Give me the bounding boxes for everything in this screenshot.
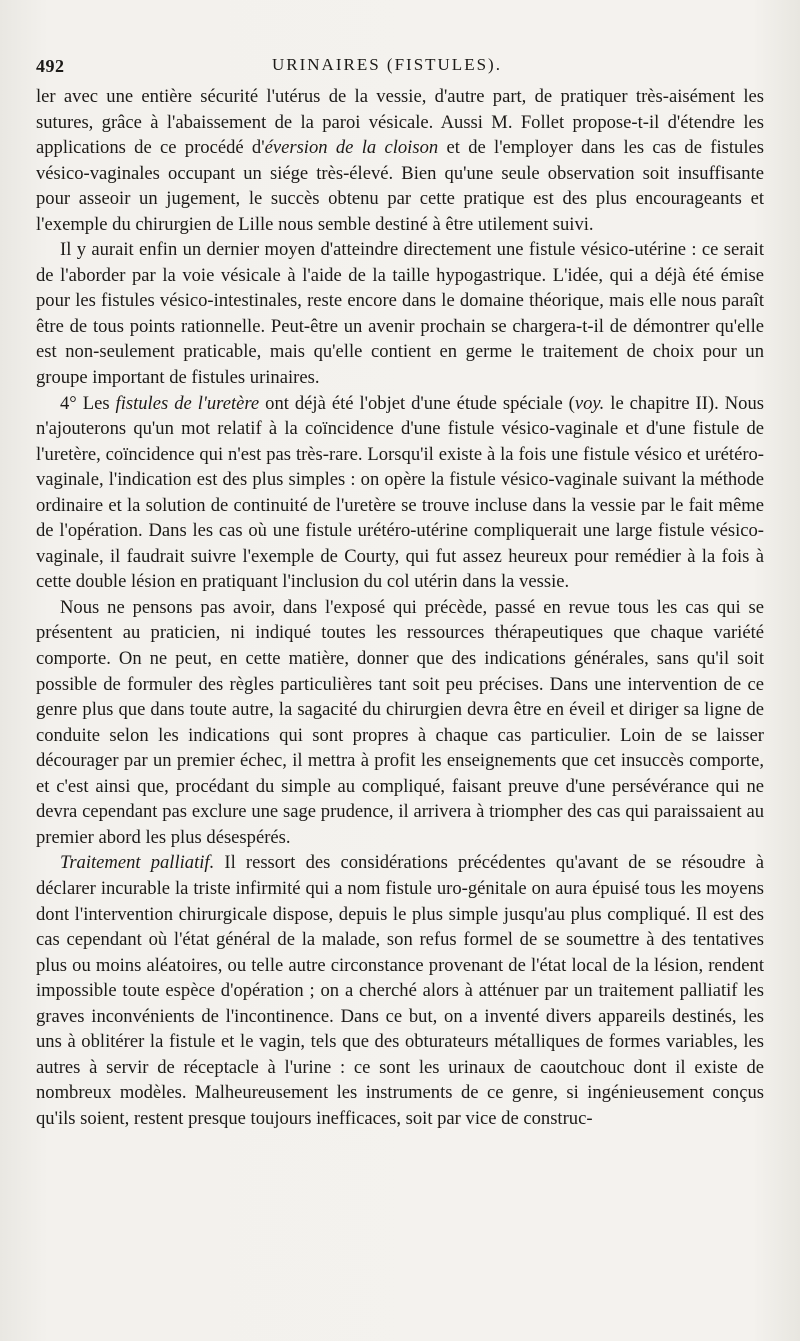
paragraph-3-lead: 4° Les (60, 392, 116, 414)
paragraph-5-text: Il ressort des considérations précédentes qu'avant de se résoudre à déclarer incurable la triste infirmité qui a nom fistule uro-génitale on aura épuisé tous les moyens dont l'intervention chirurgicale dispose, depuis le plus simple jusqu'au plus compliqué. Il est des cas cependant où l'état général de la malade, son refus formel de se soumettre à des tentatives plus ou moins aléatoires, ou telle autre circonstance provenant de l'état local de la lésion, rendent impossible toute espèce d'opération ; on a cherché alors à atténuer par un traitement palliatif les graves inconvénients de l'incontinence. Dans ce but, on a inventé divers appareils destinés, les uns à oblitérer la fistule et le vagin, tels que des obturateurs métalliques de formes variables, les autres à servir de réceptacle à l'urine : ce sont les urinaux de caoutchouc dont il existe de nombreux modèles. Malheureusement les instruments de ce genre, si ingénieusement conçus qu'ils soient, restent presque toujours inefficaces, soit par vice de construc- (36, 852, 764, 1129)
paragraph-5 (36, 850, 764, 1131)
paragraph-1-text-a: ler avec une entière sécurité l'utérus de la vessie, d'autre part, de pratiquer très-aisément les sutures, grâce à l'abaissement de la paroi vésicale. Aussi M. Follet propose-t-il d'étendre les applications de ce procédé d' (36, 86, 764, 159)
running-title: URINAIRES (FISTULES). (272, 55, 502, 74)
paragraph-3-emphasis: fistules de l'uretère (115, 392, 260, 414)
page-number: 492 (36, 56, 65, 76)
paragraph-2 (36, 237, 764, 390)
paragraph-1-text-b: et de l'employer dans les cas de fistules vésico-vaginales occupant un siége très-élevé. Bien qu'une seule observation soit insuffisante pour asseoir un jugement, le succès obtenu par cette pratique est des plus encourageants et l'exemple du chirurgien de Lille nous semble destiné à être utilement suivi. (36, 137, 764, 235)
paragraph-3-emphasis-voy: voy. (574, 392, 605, 414)
paragraph-3 (36, 391, 764, 595)
paragraph-3-mid: ont déjà été l'objet d'une étude spéciale ( (259, 392, 575, 414)
page-header (36, 50, 764, 80)
body-text (36, 84, 764, 1131)
paragraph-4-text: Nous ne pensons pas avoir, dans l'exposé qui précède, passé en revue tous les cas qui se présentent au praticien, ni indiqué toutes les ressources thérapeutiques que chaque variété comporte. On ne peut, en cette matière, donner que des indications générales, sans qu'il soit possible de formuler des règles particulières tant soit peu précises. Dans une intervention de ce genre plus que dans toute autre, la sagacité du chirurgien devra être en éveil et diriger sa ligne de conduite selon les indications qui sont propres à chaque cas particulier. Loin de se laisser décourager par un premier échec, il mettra à profit les enseignements que cet insuccès comporte, et c'est ainsi que, procédant du simple au compliqué, faisant preuve d'une persévérance qui ne devra cependant pas exclure une sage prudence, il arrivera à triompher des cas qui paraissaient au premier abord les plus désespérés. (36, 596, 764, 848)
paragraph-1-emphasis: éversion de la cloison (264, 137, 439, 159)
paragraph-1 (36, 84, 764, 237)
paragraph-5-heading: Traitement palliatif. (60, 852, 215, 874)
paragraph-2-text: Il y aurait enfin un dernier moyen d'atteindre directement une fistule vésico-utérine : ce serait de l'aborder par la voie vésicale à l'aide de la taille hypogastrique. L'idée, qui a déjà été émise pour les fistules vésico-intestinales, reste encore dans le domaine théorique, mais elle nous paraît être de tous points rationnelle. Peut-être un avenir prochain se chargera-t-il de démontrer qu'elle est non-seulement praticable, mais qu'elle contient en germe le traitement de choix pour un groupe important de fistules urinaires. (36, 239, 764, 389)
paragraph-3-text: le chapitre II). Nous n'ajouterons qu'un mot relatif à la coïncidence d'une fistule vésico-vaginale et d'une fistule de l'uretère, coïncidence qui n'est pas très-rare. Lorsqu'il existe à la fois une fistule vésico et urétéro-vaginale, l'indication est des plus simples : on opère la fistule vésico-vaginale suivant la méthode ordinaire et la solution de continuité de l'uretère se trouve incluse dans la vessie par le fait même de l'opération. Dans les cas où une fistule urétéro-utérine compliquerait une large fistule vésico-vaginale, il faudrait suivre l'exemple de Courty, qui fut assez heureux pour remédier à la fois à cette double lésion en pratiquant l'inclusion du col utérin dans la vessie. (36, 392, 764, 593)
paragraph-4 (36, 595, 764, 850)
